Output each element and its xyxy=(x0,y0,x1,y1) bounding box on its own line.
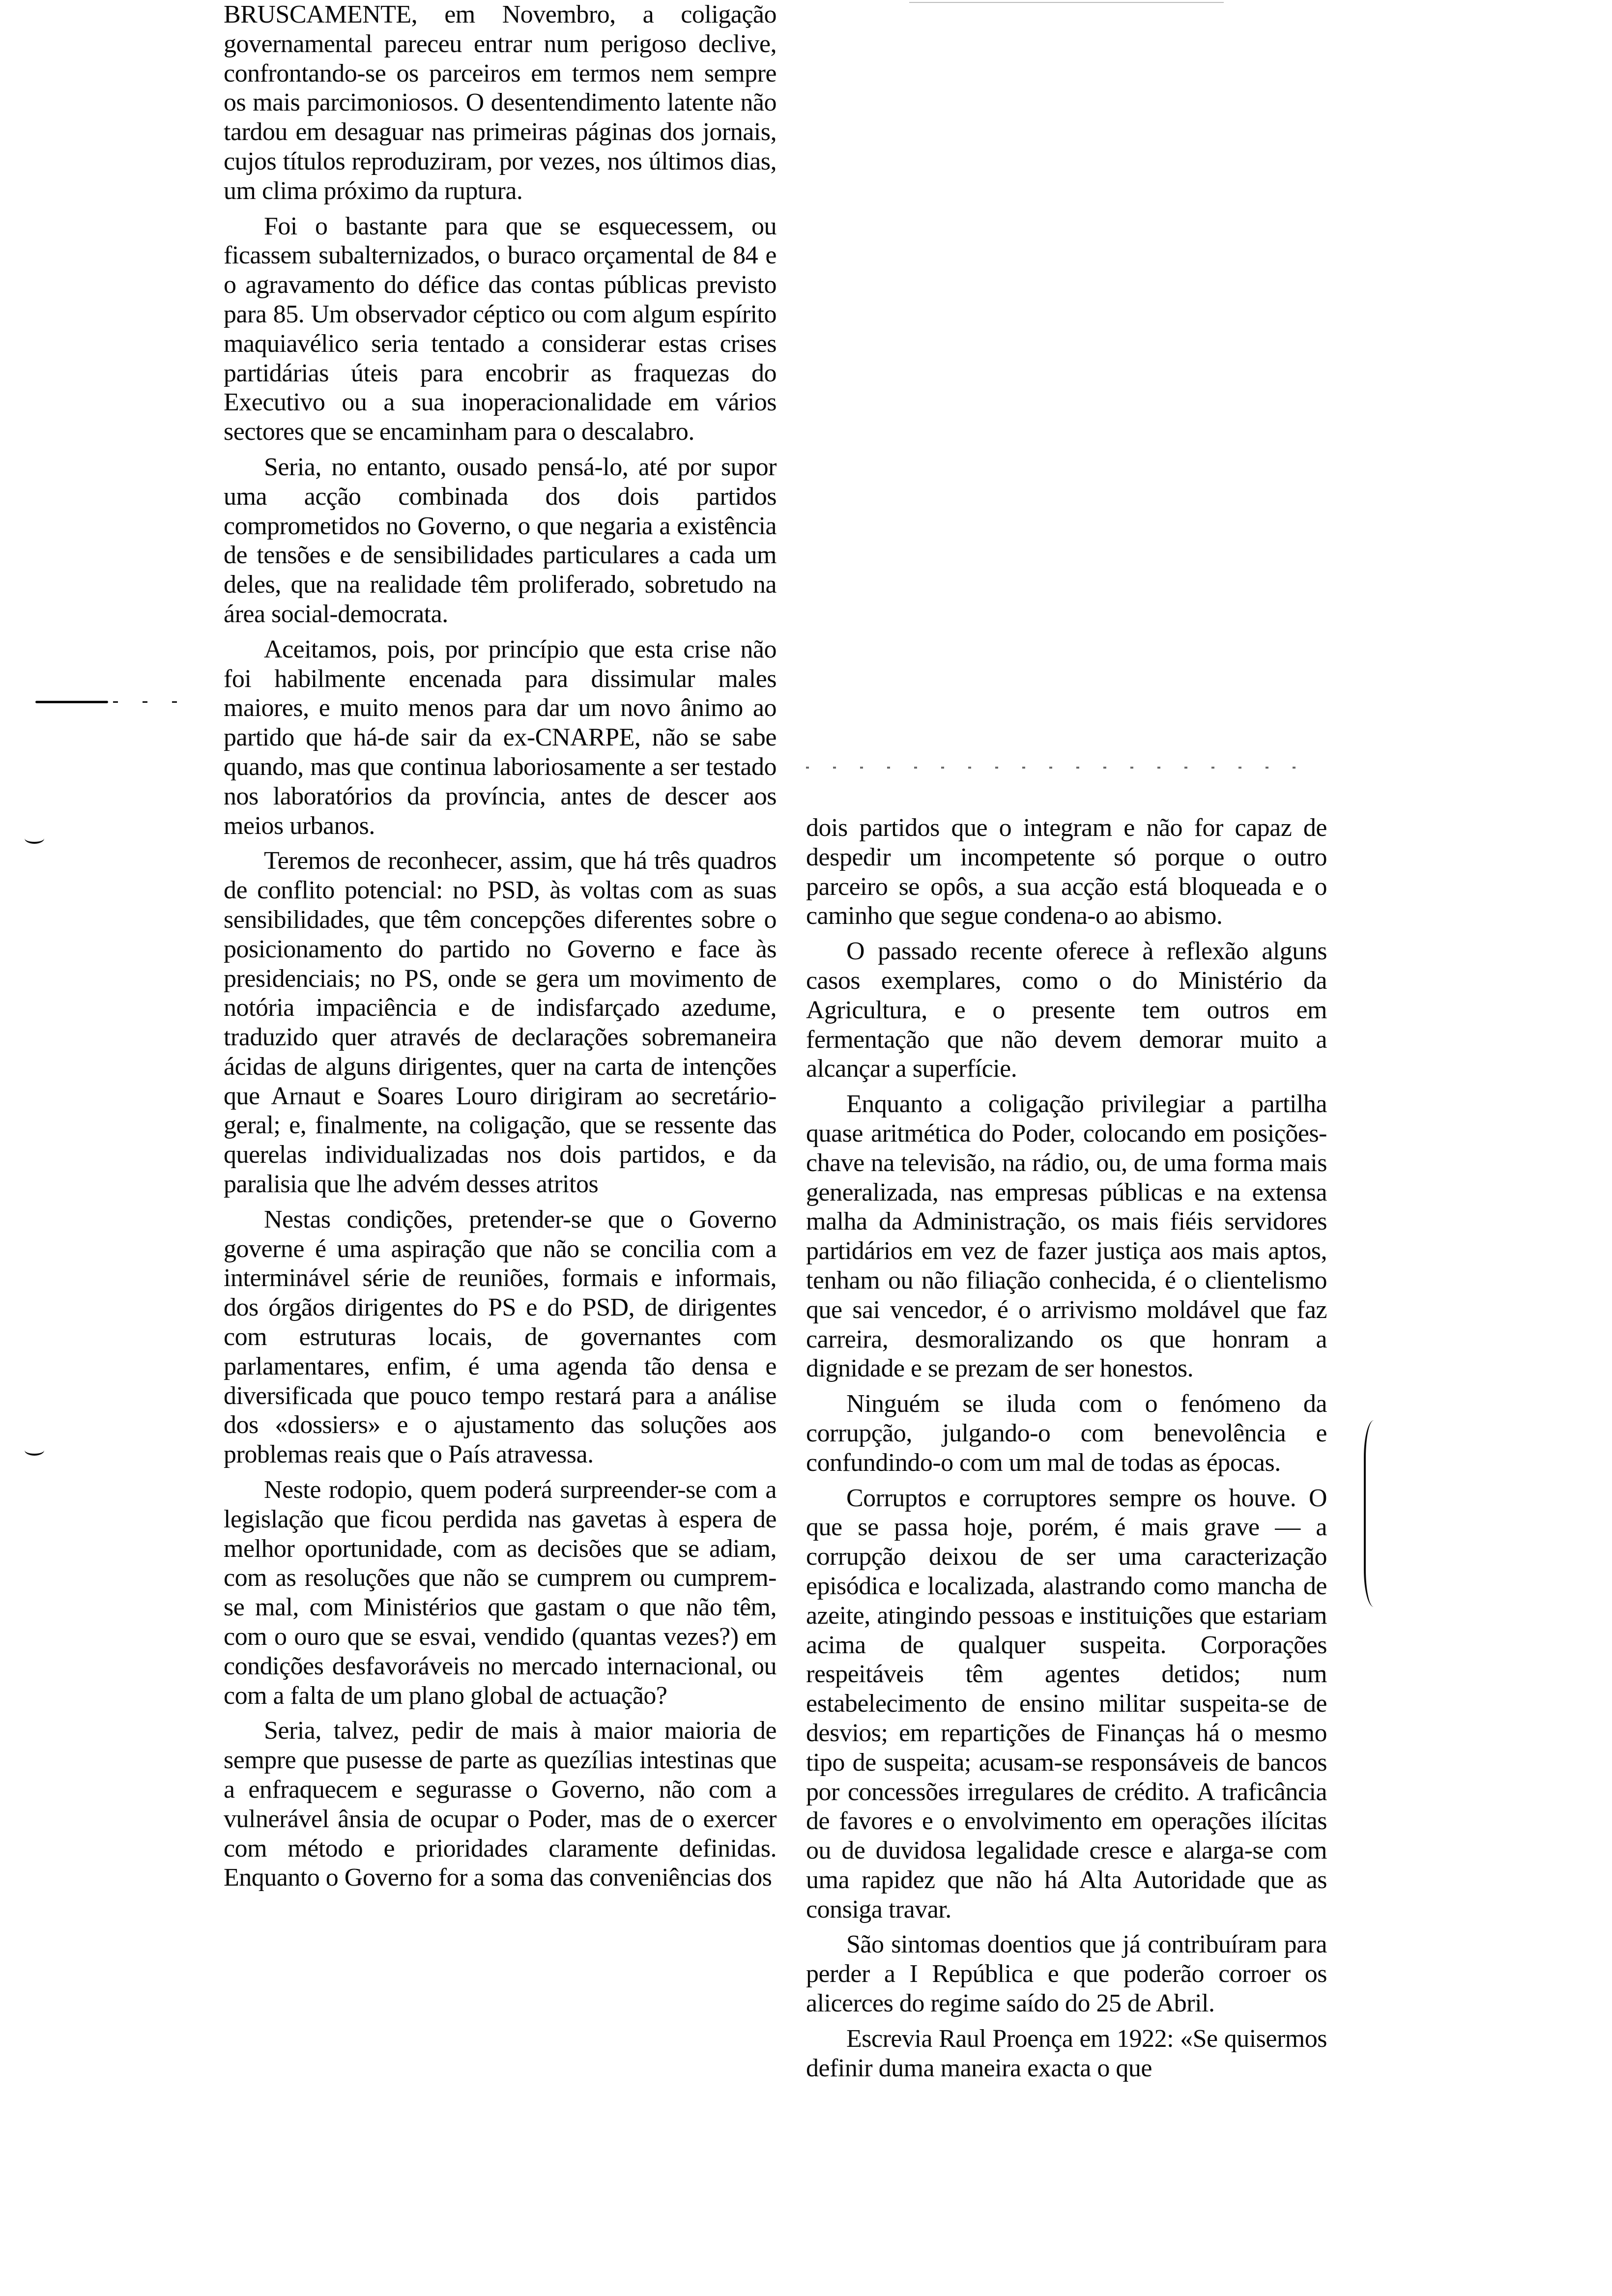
paragraph: Aceitamos, pois, por princípio que esta crise não foi habilmente encenada para dissimular males maiores, e muito menos para dar um novo ânimo ao partido que há-de sair da ex-CNARPE, não se sabe quando, mas que continua laboriosamente a ser testado nos laboratórios da província, antes de descer aos meios urbanos. xyxy=(224,635,777,840)
paragraph: O passado recente oferece à reflexão alguns casos exemplares, como o do Ministério da Agricultura, e o presente tem outros em fermentação que não devem demorar muito a alcançar a superfície. xyxy=(806,937,1327,1083)
margin-bracket-annotation xyxy=(1364,1420,1381,1607)
paragraph: Corruptos e corruptores sempre os houve. O que se passa hoje, porém, é mais grave — a corrupção deixou de ser uma caracterização episódica e localizada, alastrando como mancha de azeite, atingindo pessoas e instituições que estariam acima de qualquer suspeita. Corporações respeitáveis têm agentes detidos; num estabelecimento de ensino militar suspeita-se de desvios; em repartições de Finanças há o mesmo tipo de suspeita; acusam-se responsáveis de bancos por concessões irregulares de crédito. A traficância de favores e o envolvimento em operações ilícitas ou de duvidosa legalidade cresce e alarga-se com uma rapidez que não há Alta Autoridade que as consiga travar. xyxy=(806,1484,1327,1923)
article-column-right xyxy=(806,813,1327,2089)
article-column-left xyxy=(224,0,777,1898)
paragraph: dois partidos que o integram e não for capaz de despedir um incompetente só porque o outro parceiro se opôs, a sua acção está bloqueada e o caminho que segue condena-o ao abismo. xyxy=(806,814,1327,930)
paragraph: BRUSCAMENTE, em Novembro, a coligação governamental pareceu entrar num perigoso declive, confrontando-se os parceiros em termos nem sempre os mais parcimoniosos. O desentendimento latente não tardou em desaguar nas primeiras páginas dos jornais, cujos títulos reproduziram, por vezes, nos últimos dias, um clima próximo da ruptura. xyxy=(224,0,777,205)
paragraph: São sintomas doentios que já contribuíram para perder a I República e que poderão corroer os alicerces do regime saído do 25 de Abril. xyxy=(806,1930,1327,2018)
paragraph: Seria, no entanto, ousado pensá-lo, até por supor uma acção combinada dos dois partidos comprometidos no Governo, o que negaria a existência de tensões e de sensibilidades particulares a cada um deles, que na realidade têm proliferado, sobretudo na área social-democrata. xyxy=(224,453,777,628)
paragraph: Nestas condições, pretender-se que o Governo governe é uma aspiração que não se concilia com a interminável série de reuniões, formais e informais, dos órgãos dirigentes do PS e do PSD, de dirigentes com estruturas locais, de governantes com parlamentares, enfim, é uma agenda tão densa e diversificada que pouco tempo restará para a análise dos «dossiers» e o ajustamento das soluções aos problemas reais que o País atravessa. xyxy=(224,1205,777,1469)
paragraph: Neste rodopio, quem poderá surpreender-se com a legislação que ficou perdida nas gavetas à espera de melhor oportunidade, com as decisões que se adiam, com as resoluções que não se cumprem ou cumprem-se mal, com Ministérios que gastam o que não têm, com o ouro que se esvai, vendido (quantas vezes?) em condições desfavoráveis no mercado internacional, ou com a falta de um plano global de actuação? xyxy=(224,1476,777,1710)
paragraph: Ninguém se iluda com o fenómeno da corrupção, julgando-o com benevolência e confundindo-o com um mal de todas as épocas. xyxy=(806,1390,1327,1477)
left-margin-dotted-rule xyxy=(113,701,202,703)
paragraph: Teremos de reconhecer, assim, que há três quadros de conflito potencial: no PSD, às voltas com as suas sensibilidades, que têm concepções diferentes sobre o posicionamento do partido no Governo e face às presidenciais; no PS, onde se gera um movimento de notória impaciência e de indisfarçado azedume, traduzido quer através de declarações sobremaneira ácidas de alguns dirigentes, quer na carta de intenções que Arnaut e Soares Louro dirigiram ao secretário-geral; e, finalmente, na coligação, que se ressente das querelas individualizadas nos dois partidos, e da paralisia que lhe advém desses atritos xyxy=(224,847,777,1199)
scan-specks xyxy=(806,767,1297,769)
top-edge-line xyxy=(909,2,1224,3)
paragraph: Escrevia Raul Proença em 1922: «Se quisermos definir duma maneira exacta o que xyxy=(806,2024,1327,2082)
left-margin-rule xyxy=(35,701,108,703)
paragraph: Enquanto a coligação privilegiar a partilha quase aritmética do Poder, colocando em posições-chave na televisão, na rádio, ou, de uma forma mais generalizada, nas empresas públicas e na extensa malha da Administração, os mais fiéis servidores partidários em vez de fazer justiça aos mais aptos, tenham ou não filiação conhecida, é o clientelismo que sai vencedor, é o arrivismo moldável que faz carreira, desmoralizando os que honram a dignidade e se prezam de ser honestos. xyxy=(806,1090,1327,1383)
margin-mark xyxy=(25,833,44,844)
margin-mark xyxy=(25,1445,44,1456)
paragraph: Seria, talvez, pedir de mais à maior maioria de sempre que pusesse de parte as quezílias intestinas que a enfraquecem e segurasse o Governo, não com a vulnerável ânsia de ocupar o Poder, mas de o exercer com método e prioridades claramente definidas. Enquanto o Governo for a soma das conveniências dos xyxy=(224,1717,777,1892)
paragraph: Foi o bastante para que se esquecessem, ou ficassem subalternizados, o buraco orçamental de 84 e o agravamento do défice das contas públicas previsto para 85. Um observador céptico ou com algum espírito maquiavélico seria tentado a considerar estas crises partidárias úteis para encobrir as fraquezas do Executivo ou a sua inoperacionalidade em vários sectores que se encaminham para o descalabro. xyxy=(224,212,777,446)
